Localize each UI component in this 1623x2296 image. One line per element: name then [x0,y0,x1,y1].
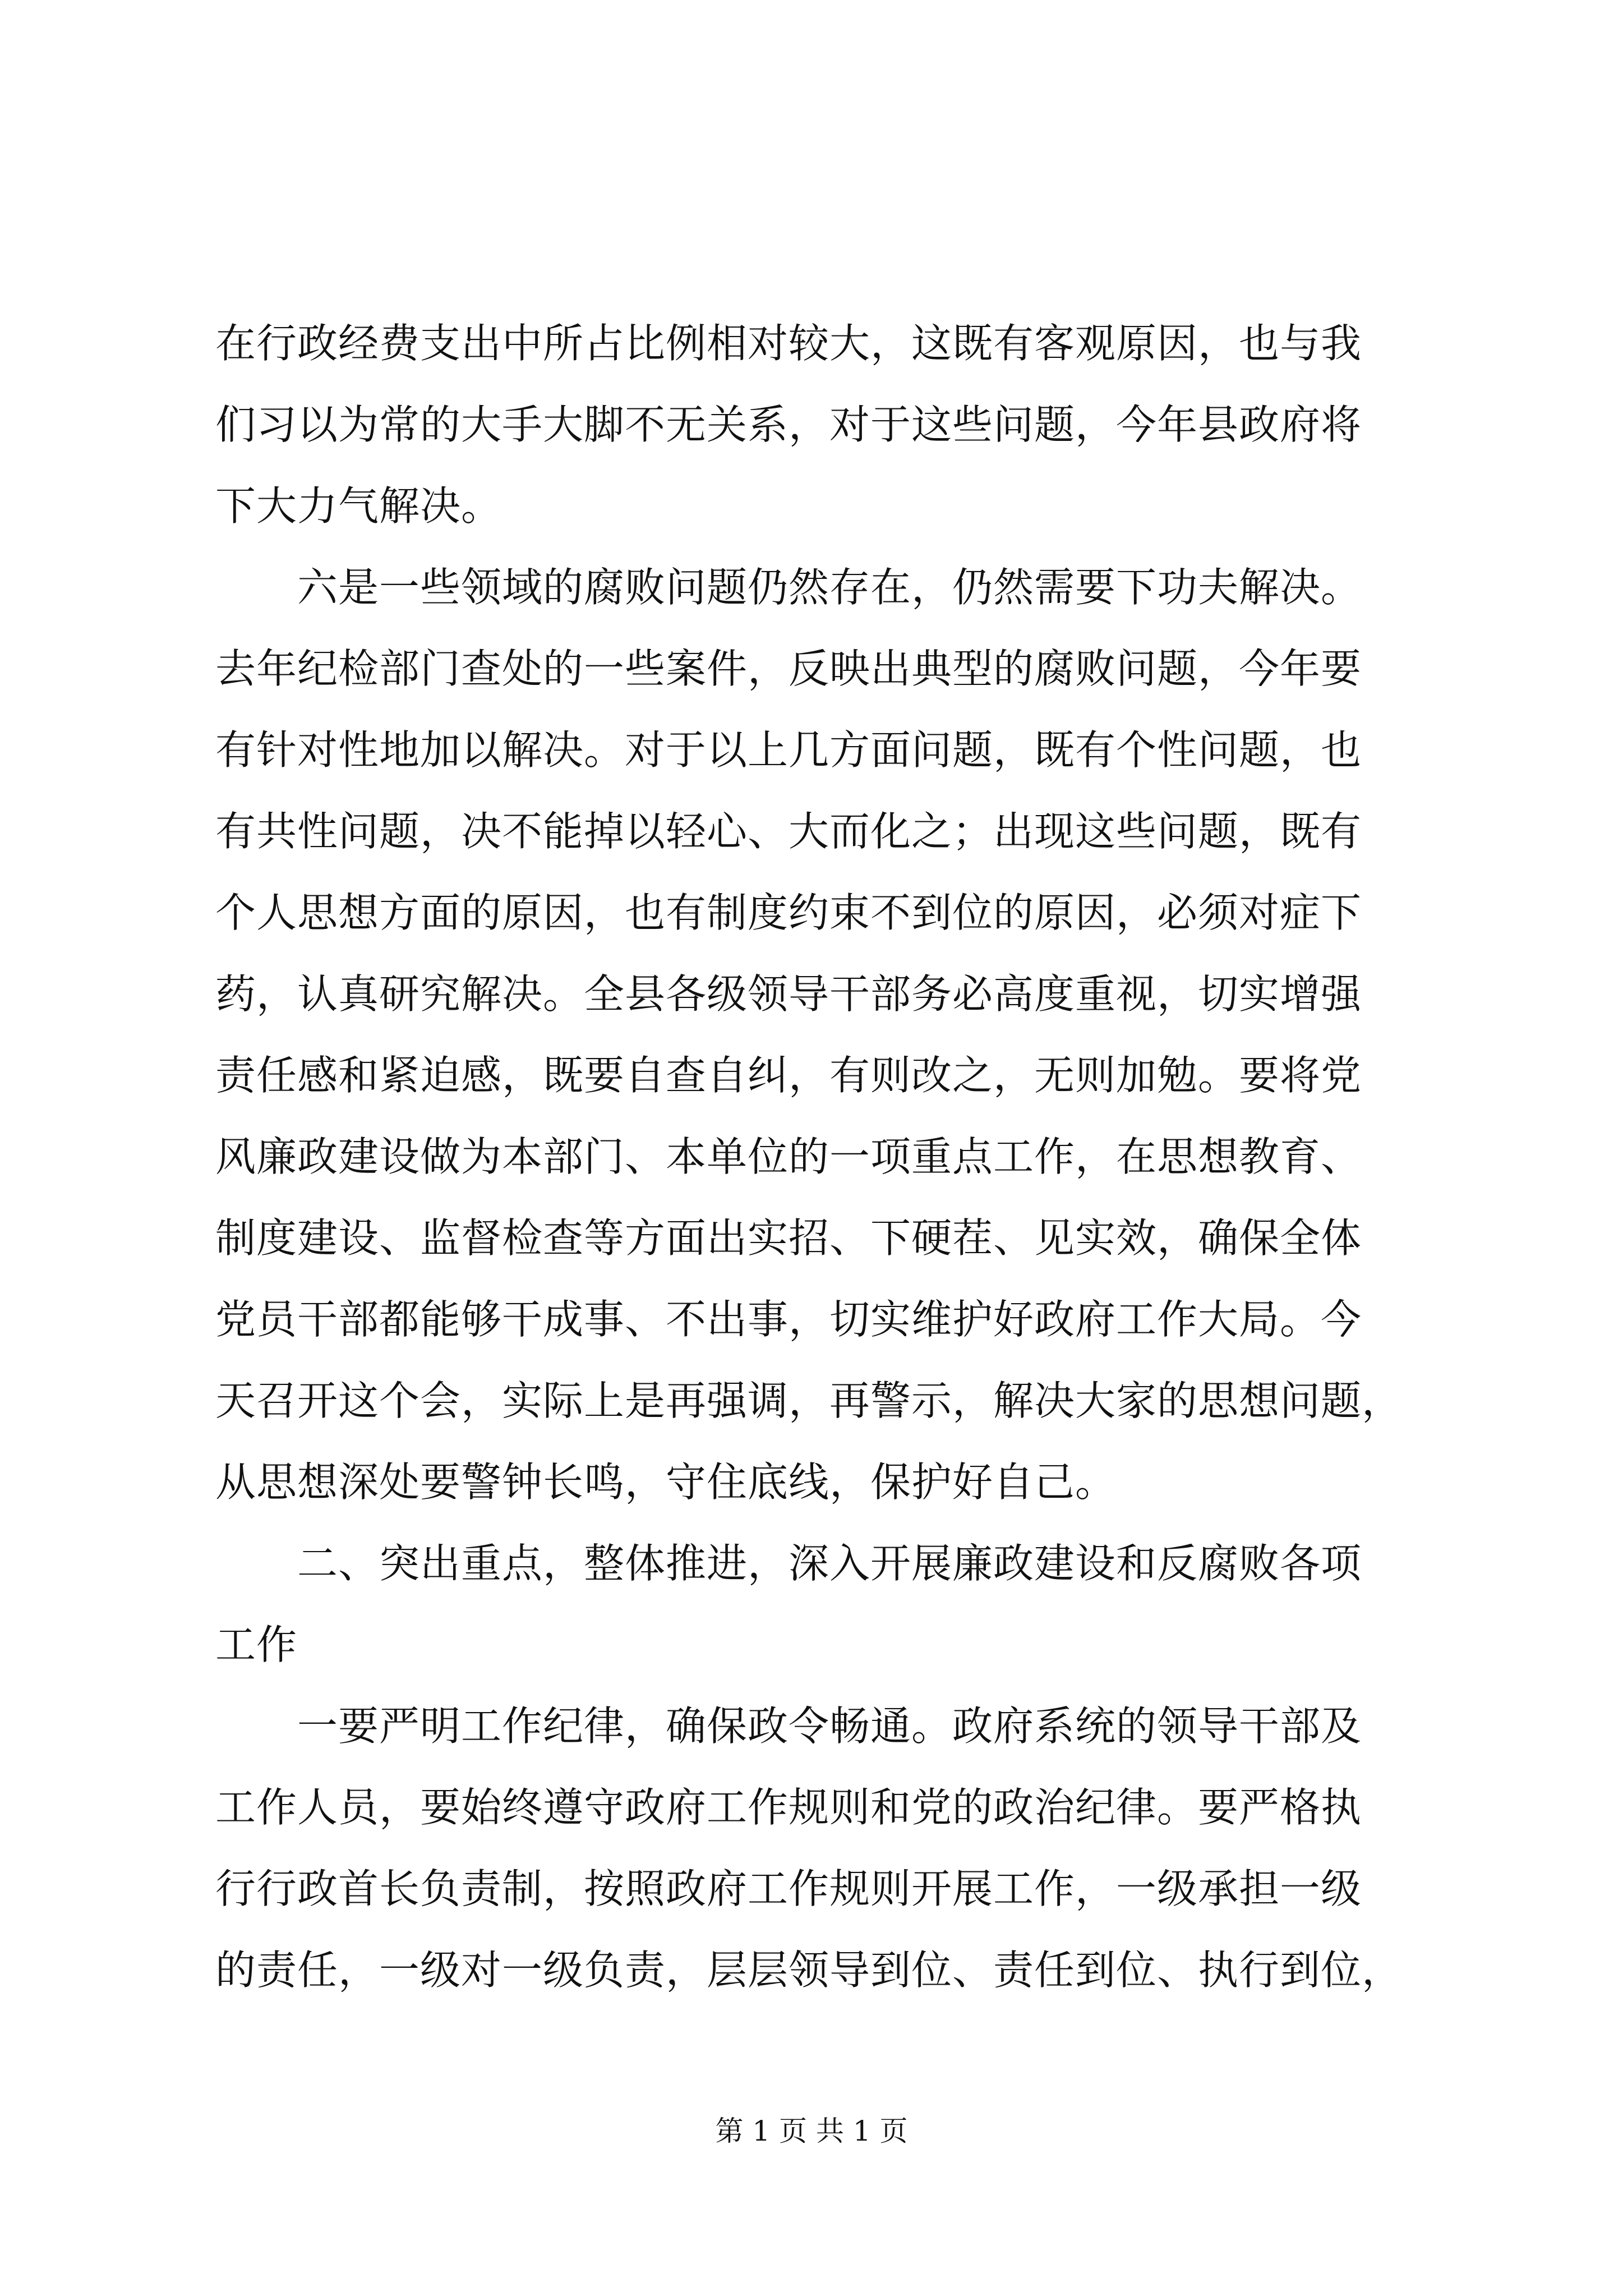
text-line: 制度建设、监督检查等方面出实招、下硬茬、见实效，确保全体 [215,1214,1362,1262]
section-heading-continued: 工作 [215,1621,298,1668]
text-line: 在行政经费支出中所占比例相对较大，这既有客观原因，也与我 [215,320,1362,367]
text-line: 有针对性地加以解决。对于以上几方面问题，既有个性问题，也 [215,726,1362,774]
text-line: 从思想深处要警钟长鸣，守住底线，保护好自己。 [215,1458,1117,1506]
text-line: 去年纪检部门查处的一些案件，反映出典型的腐败问题，今年要 [215,645,1362,692]
text-line: 的责任，一级对一级负责，层层领导到位、责任到位、执行到位， [215,1947,1403,1994]
page-number-footer: 第 1 页 共 1 页 [715,2115,908,2147]
text-line: 药，认真研究解决。全县各级领导干部务必高度重视，切实增强 [215,970,1362,1018]
text-line: 天召开这个会，实际上是再强调，再警示，解决大家的思想问题， [215,1377,1403,1424]
text-line: 党员干部都能够干成事、不出事，切实维护好政府工作大局。今 [215,1296,1362,1343]
text-line: 们习以为常的大手大脚不无关系，对于这些问题，今年县政府将 [215,401,1362,448]
paragraph-first-line: 一要严明工作纪律，确保政令畅通。政府系统的领导干部及 [297,1703,1362,1750]
section-heading: 二、突出重点，整体推进，深入开展廉政建设和反腐败各项 [297,1540,1362,1587]
text-line: 风廉政建设做为本部门、本单位的一项重点工作，在思想教育、 [215,1133,1362,1180]
text-line: 责任感和紧迫感，既要自查自纠，有则改之，无则加勉。要将党 [215,1052,1362,1099]
text-line: 下大力气解决。 [215,482,502,530]
text-line: 行行政首长负责制，按照政府工作规则开展工作，一级承担一级 [215,1865,1362,1912]
text-line: 个人思想方面的原因，也有制度约束不到位的原因，必须对症下 [215,889,1362,936]
text-line: 有共性问题，决不能掉以轻心、大而化之；出现这些问题，既有 [215,808,1362,855]
paragraph-first-line: 六是一些领域的腐败问题仍然存在，仍然需要下功夫解决。 [297,564,1362,611]
text-line: 工作人员，要始终遵守政府工作规则和党的政治纪律。要严格执 [215,1784,1362,1831]
